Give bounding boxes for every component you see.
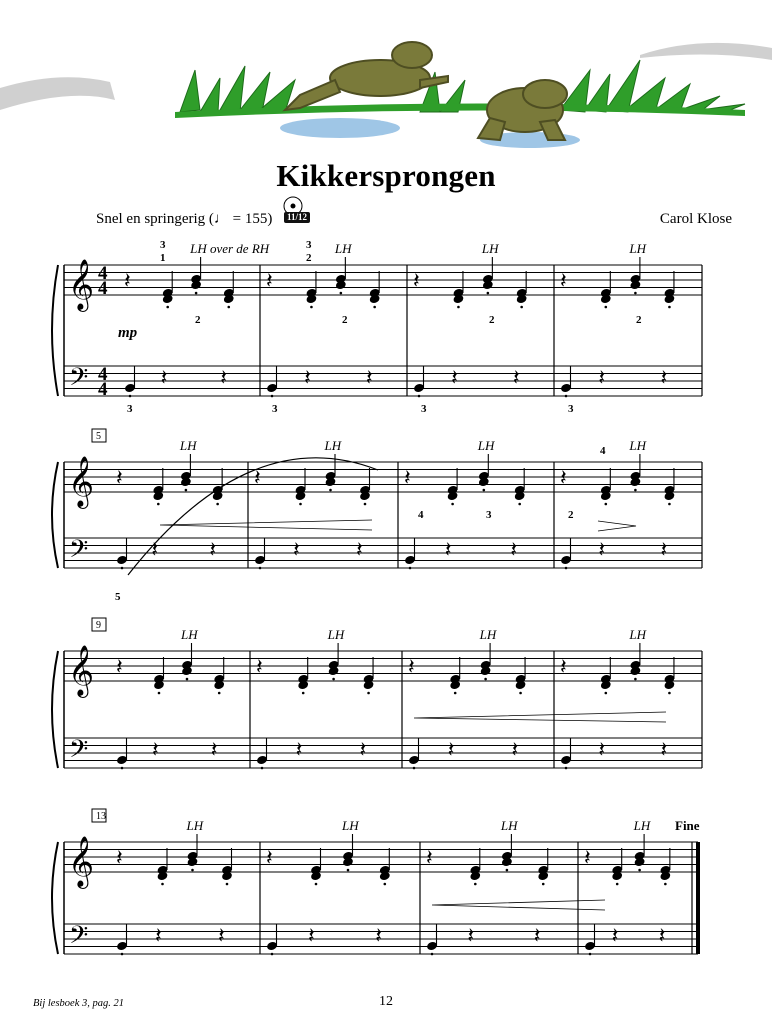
- quarter-rest-icon: 𝄽: [220, 365, 227, 390]
- staccato-dot: [634, 292, 637, 295]
- staccato-dot: [542, 883, 545, 886]
- quarter-rest-icon: 𝄽: [467, 923, 475, 948]
- staccato-dot: [520, 306, 523, 309]
- quarter-rest-icon: 𝄽: [598, 737, 606, 762]
- fingering-number: 3: [272, 403, 278, 415]
- quarter-rest-icon: 𝄽: [304, 365, 311, 390]
- treble-clef-icon: 𝄞: [68, 646, 95, 695]
- fingering-number: 3: [421, 403, 427, 415]
- staccato-dot: [518, 503, 521, 506]
- fingering-number: 2: [489, 314, 495, 326]
- fingering-number: 2: [195, 314, 201, 326]
- fingering-number: 3: [127, 403, 133, 415]
- quarter-rest-icon: 𝄽: [293, 537, 300, 562]
- tempo-open-paren: (: [208, 211, 214, 227]
- fingering-number: 4: [418, 509, 424, 521]
- quarter-rest-icon: 𝄽: [658, 923, 666, 948]
- quarter-rest-icon: 𝄽: [598, 365, 606, 390]
- dynamic-marking: mp: [118, 325, 138, 341]
- bass-clef-icon: 𝄢: [69, 736, 89, 769]
- staccato-dot: [186, 678, 189, 681]
- quarter-note-icon: ♩: [213, 211, 229, 227]
- quarter-rest-icon: 𝄽: [375, 923, 382, 948]
- quarter-rest-icon: 𝄽: [444, 537, 452, 562]
- quarter-rest-icon: 𝄽: [447, 737, 455, 762]
- hand-hint: LH: [327, 627, 345, 642]
- fingering-number: 3: [568, 403, 574, 415]
- bass-clef-icon: 𝄢: [69, 536, 89, 569]
- quarter-rest-icon: 𝄽: [511, 737, 519, 762]
- staccato-dot: [157, 503, 160, 506]
- staccato-dot: [364, 503, 367, 506]
- quarter-rest-icon: 𝄽: [356, 537, 363, 562]
- staccato-dot: [310, 306, 313, 309]
- staccato-dot: [226, 883, 229, 886]
- staccato-dot: [605, 306, 608, 309]
- staccato-dot: [129, 395, 132, 398]
- hand-hint: LH: [633, 818, 651, 833]
- staccato-dot: [347, 869, 350, 872]
- brace: [52, 651, 58, 768]
- quarter-rest-icon: 𝄽: [116, 465, 123, 490]
- time-signature-top: 4: [98, 364, 108, 385]
- staccato-dot: [332, 678, 335, 681]
- footer-reference: Bij lesboek 3, pag. 21: [33, 998, 124, 1009]
- staccato-dot: [121, 567, 124, 570]
- staccato-dot: [474, 883, 477, 886]
- staccato-dot: [315, 883, 318, 886]
- staccato-dot: [484, 678, 487, 681]
- staccato-dot: [227, 306, 230, 309]
- fingering-number: 1: [160, 252, 166, 264]
- staccato-dot: [506, 869, 509, 872]
- hand-hint: LH: [479, 627, 497, 642]
- staccato-dot: [195, 292, 198, 295]
- decrescendo-hairpin: [598, 521, 636, 531]
- staccato-dot: [565, 395, 568, 398]
- staccato-dot: [191, 869, 194, 872]
- quarter-rest-icon: 𝄽: [584, 845, 591, 870]
- staccato-dot: [161, 883, 164, 886]
- hand-hint: LH: [186, 818, 204, 833]
- staccato-dot: [487, 292, 490, 295]
- page-number: 12: [379, 994, 393, 1009]
- staccato-dot: [431, 953, 434, 956]
- quarter-rest-icon: 𝄽: [365, 365, 373, 390]
- fingering-number: 3: [306, 239, 312, 251]
- staccato-dot: [384, 883, 387, 886]
- quarter-rest-icon: 𝄽: [598, 537, 606, 562]
- quarter-rest-icon: 𝄽: [124, 268, 131, 293]
- quarter-rest-icon: 𝄽: [160, 365, 168, 390]
- quarter-rest-icon: 𝄽: [611, 923, 619, 948]
- staccato-dot: [166, 306, 169, 309]
- quarter-rest-icon: 𝄽: [151, 537, 159, 562]
- quarter-rest-icon: 𝄽: [295, 737, 303, 762]
- quarter-rest-icon: 𝄽: [560, 268, 567, 293]
- quarter-rest-icon: 𝄽: [560, 465, 567, 490]
- fingering-number: 2: [342, 314, 348, 326]
- staccato-dot: [457, 306, 460, 309]
- hand-hint: LH: [342, 818, 359, 833]
- quarter-rest-icon: 𝄽: [116, 845, 123, 870]
- hand-hint: LH: [500, 818, 518, 833]
- crescendo-hairpin: [432, 900, 605, 910]
- time-signature-top: 4: [98, 263, 108, 284]
- cd-track-label: 11/12: [284, 212, 310, 223]
- quarter-rest-icon: 𝄽: [116, 654, 123, 679]
- fine-marking: Fine: [675, 818, 700, 833]
- staccato-dot: [634, 678, 637, 681]
- time-signature-bottom: 4: [98, 379, 108, 400]
- quarter-rest-icon: 𝄽: [359, 737, 367, 762]
- staccato-dot: [373, 306, 376, 309]
- staccato-dot: [216, 503, 219, 506]
- staccato-dot: [367, 692, 370, 695]
- staccato-dot: [565, 767, 568, 770]
- treble-clef-icon: 𝄞: [68, 837, 95, 886]
- quarter-rest-icon: 𝄽: [660, 737, 668, 762]
- composer: Carol Klose: [659, 211, 732, 227]
- quarter-rest-icon: 𝄽: [510, 537, 518, 562]
- staccato-dot: [605, 503, 608, 506]
- quarter-rest-icon: 𝄽: [560, 654, 567, 679]
- staccato-dot: [121, 953, 124, 956]
- staccato-dot: [668, 692, 671, 695]
- measure-number: 5: [96, 431, 101, 442]
- staccato-dot: [409, 567, 412, 570]
- staccato-dot: [259, 567, 262, 570]
- hand-hint: LH: [324, 438, 342, 453]
- staccato-dot: [616, 883, 619, 886]
- treble-clef-icon: 𝄞: [68, 260, 95, 309]
- staccato-dot: [218, 692, 221, 695]
- tempo-value: = 155): [232, 211, 273, 227]
- staccato-dot: [158, 692, 161, 695]
- crescendo-hairpin: [414, 712, 666, 722]
- staccato-dot: [261, 767, 264, 770]
- time-signature-bottom: 4: [98, 278, 108, 299]
- staccato-dot: [605, 692, 608, 695]
- measure-number: 13: [96, 811, 106, 822]
- staccato-dot: [638, 869, 641, 872]
- brace: [52, 265, 58, 396]
- fingering-number: 3: [160, 239, 166, 251]
- quarter-rest-icon: 𝄽: [256, 654, 263, 679]
- page-title: Kikkersprongen: [276, 158, 496, 193]
- quarter-rest-icon: 𝄽: [155, 923, 162, 948]
- staccato-dot: [413, 767, 416, 770]
- tempo-text: Snel en springerig: [96, 211, 206, 227]
- staccato-dot: [565, 567, 568, 570]
- hand-hint: LH: [481, 241, 499, 256]
- staccato-dot: [329, 489, 332, 492]
- quarter-rest-icon: 𝄽: [266, 268, 273, 293]
- staccato-dot: [589, 953, 592, 956]
- quarter-rest-icon: 𝄽: [426, 845, 433, 870]
- staccato-dot: [340, 292, 343, 295]
- staccato-dot: [299, 503, 302, 506]
- brace: [52, 842, 58, 954]
- fingering-number: 2: [306, 252, 312, 264]
- staccato-dot: [668, 503, 671, 506]
- fingering-number: 5: [115, 591, 121, 603]
- hand-hint: LH: [629, 627, 647, 642]
- fingering-number: 4: [600, 445, 606, 457]
- quarter-rest-icon: 𝄽: [152, 737, 159, 762]
- staccato-dot: [185, 489, 188, 492]
- bass-clef-icon: 𝄢: [69, 922, 89, 955]
- hand-hint: LH: [477, 438, 495, 453]
- quarter-rest-icon: 𝄽: [266, 845, 273, 870]
- staccato-dot: [668, 306, 671, 309]
- staccato-dot: [302, 692, 305, 695]
- quarter-rest-icon: 𝄽: [404, 465, 411, 490]
- staccato-dot: [454, 692, 457, 695]
- staccato-dot: [271, 953, 274, 956]
- quarter-rest-icon: 𝄽: [408, 654, 415, 679]
- fingering-number: 2: [636, 314, 642, 326]
- quarter-rest-icon: 𝄽: [451, 365, 458, 390]
- quarter-rest-icon: 𝄽: [413, 268, 420, 293]
- quarter-rest-icon: 𝄽: [533, 923, 541, 948]
- measure-number: 9: [96, 620, 101, 631]
- staccato-dot: [451, 503, 454, 506]
- hand-hint: LH: [629, 241, 647, 256]
- quarter-rest-icon: 𝄽: [660, 537, 668, 562]
- staccato-dot: [418, 395, 421, 398]
- hand-hint: LH: [334, 241, 352, 256]
- quarter-rest-icon: 𝄽: [218, 923, 225, 948]
- treble-clef-icon: 𝄞: [68, 457, 95, 506]
- quarter-rest-icon: 𝄽: [209, 537, 217, 562]
- phrase-slur: [128, 458, 378, 575]
- quarter-rest-icon: 𝄽: [512, 365, 520, 390]
- brace: [52, 462, 58, 568]
- fingering-number: 2: [568, 509, 574, 521]
- hand-hint: LH: [629, 438, 647, 453]
- hand-hint: LH: [181, 627, 198, 642]
- quarter-rest-icon: 𝄽: [210, 737, 218, 762]
- quarter-rest-icon: 𝄽: [308, 923, 315, 948]
- quarter-rest-icon: 𝄽: [254, 465, 261, 490]
- staccato-dot: [664, 883, 667, 886]
- hand-hint: LH over de RH: [190, 241, 270, 256]
- crescendo-hairpin: [160, 520, 372, 530]
- hand-hint: LH: [179, 438, 197, 453]
- quarter-rest-icon: 𝄽: [660, 365, 668, 390]
- staccato-dot: [271, 395, 274, 398]
- staccato-dot: [634, 489, 637, 492]
- fingering-number: 3: [486, 509, 492, 521]
- staccato-dot: [121, 767, 124, 770]
- bass-clef-icon: 𝄢: [69, 364, 89, 397]
- staccato-dot: [519, 692, 522, 695]
- staccato-dot: [483, 489, 486, 492]
